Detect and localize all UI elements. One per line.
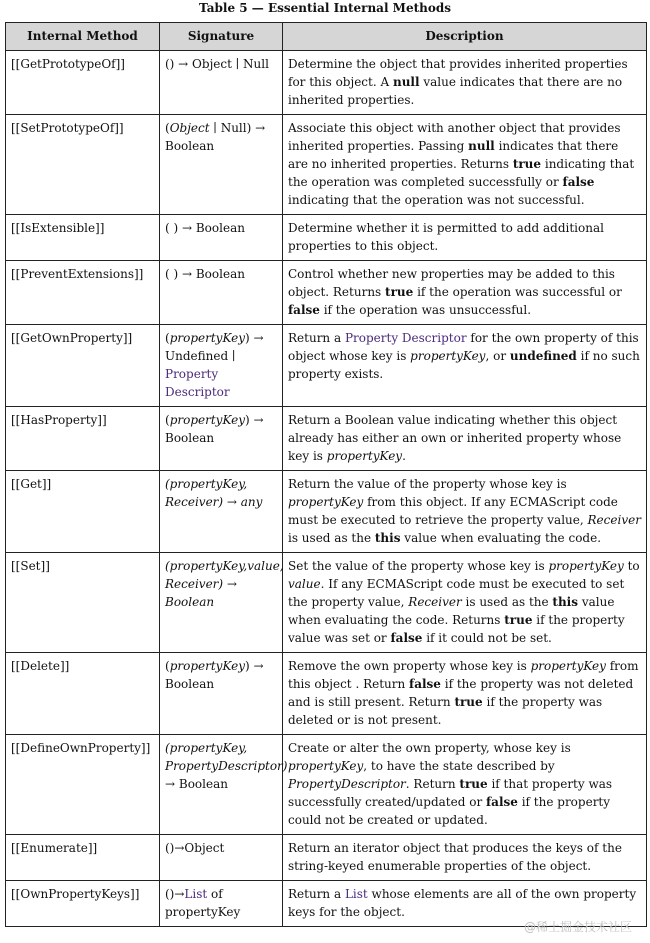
table-caption: Table 5 — Essential Internal Methods — [198, 1, 452, 15]
description-cell — [283, 407, 647, 471]
bold-keyword: false — [562, 175, 595, 189]
signature-cell — [160, 653, 283, 735]
method-cell: [[Get]] — [6, 471, 160, 553]
description-cell — [283, 215, 647, 261]
text-run: . Return — [405, 777, 460, 791]
italic-term: Object — [169, 121, 210, 135]
signature-cell — [160, 261, 283, 325]
signature-cell — [160, 215, 283, 261]
italic-term: (propertyKey, PropertyDescriptor) — [165, 741, 288, 773]
bold-keyword: true — [454, 695, 483, 709]
italic-term: propertyKey — [169, 659, 245, 673]
method-cell: [[HasProperty]] — [6, 407, 160, 471]
text-run: → Boolean — [165, 777, 228, 791]
text-run: Determine the object that provides inherited properties for this object. A — [288, 57, 628, 89]
method-cell: [[Delete]] — [6, 653, 160, 735]
table-row — [6, 215, 647, 261]
table-row — [6, 471, 647, 553]
bold-keyword: undefined — [509, 349, 577, 363]
italic-term: propertyKey — [169, 413, 245, 427]
signature-cell — [160, 51, 283, 115]
italic-term: PropertyDescriptor — [288, 777, 406, 791]
text-run: for the own property of this object whose key is — [288, 331, 639, 363]
spec-link[interactable]: List — [344, 887, 368, 901]
text-run: indicates that there are no inherited properties. Returns — [288, 139, 619, 171]
description-cell — [283, 653, 647, 735]
italic-term: propertyKey — [288, 495, 364, 509]
text-run: ( ) → Boolean — [165, 221, 245, 235]
signature-cell — [160, 835, 283, 881]
text-run: ) → Undefined ∣ — [165, 331, 264, 363]
text-run: if the operation was successful or — [413, 285, 622, 299]
table-row — [6, 115, 647, 215]
text-run: Return a — [288, 331, 345, 345]
signature-cell — [160, 115, 283, 215]
text-run: , or — [485, 349, 510, 363]
text-run: value indicates that there are no inherited properties. — [288, 75, 623, 107]
text-run: if the operation was unsuccessful. — [319, 303, 532, 317]
bold-keyword: false — [390, 631, 423, 645]
italic-term: Receiver — [408, 595, 462, 609]
method-cell: [[GetPrototypeOf]] — [6, 51, 160, 115]
text-run: Return a — [288, 887, 345, 901]
text-run: is used as the — [288, 531, 375, 545]
description-cell — [283, 261, 647, 325]
text-run: if that property was successfully created/updated or — [288, 777, 613, 809]
text-run: Set the value of the property whose key is — [288, 559, 549, 573]
description-cell — [283, 325, 647, 407]
header-internal-method: Internal Method — [6, 23, 160, 51]
text-run: Control whether new properties may be added to this object. Returns — [288, 267, 615, 299]
text-run: , to have the state described by — [363, 759, 555, 773]
italic-term: value — [288, 577, 321, 591]
internal-methods-table — [5, 22, 647, 927]
spec-link[interactable]: Property Descriptor — [165, 367, 230, 399]
text-run: ( — [165, 331, 170, 345]
header-description: Description — [283, 23, 647, 51]
text-run: ) → Boolean — [165, 413, 264, 445]
italic-term: propertyKey — [169, 331, 245, 345]
signature-cell — [160, 553, 283, 653]
text-run: is used as the — [461, 595, 553, 609]
text-run: Return an iterator object that produces the keys of the string-keyed enumerable properties of the object. — [288, 841, 622, 873]
bold-keyword: false — [486, 795, 518, 809]
method-cell: [[Set]] — [6, 553, 160, 653]
text-run: if it could not be set. — [422, 631, 552, 645]
text-run: Return the value of the property whose key is — [288, 477, 567, 491]
method-cell: [[GetOwnProperty]] — [6, 325, 160, 407]
description-cell — [283, 553, 647, 653]
method-cell: [[SetPrototypeOf]] — [6, 115, 160, 215]
table-row — [6, 325, 647, 407]
method-cell: [[OwnPropertyKeys]] — [6, 881, 160, 927]
table-header-row — [6, 23, 647, 51]
italic-term: propertyKey — [410, 349, 486, 363]
table-row — [6, 735, 647, 835]
signature-cell — [160, 735, 288, 835]
table-row — [6, 407, 647, 471]
signature-cell — [160, 325, 283, 407]
signature-cell — [160, 471, 283, 553]
italic-term: (propertyKey, Receiver) → any — [165, 477, 263, 509]
method-cell: [[PreventExtensions]] — [6, 261, 160, 325]
table-row — [6, 653, 647, 735]
bold-keyword: this — [552, 595, 578, 609]
text-run: Create or alter the own property, whose key is — [288, 741, 571, 755]
watermark: @稀土掘金技术社区 — [523, 920, 632, 934]
bold-keyword: null — [468, 139, 495, 153]
description-cell — [283, 835, 647, 881]
text-run: from this object . Return — [288, 659, 639, 691]
table-row — [6, 553, 647, 653]
text-run: ()→ — [165, 887, 185, 901]
text-run: ()→Object — [165, 841, 225, 855]
text-run: ( — [165, 121, 170, 135]
spec-link[interactable]: List — [184, 887, 208, 901]
italic-term: propertyKey — [326, 449, 403, 463]
table-row — [6, 835, 647, 881]
method-cell: [[DefineOwnProperty]] — [6, 735, 160, 835]
text-run: Remove the own property whose key is — [288, 659, 531, 673]
signature-cell — [160, 407, 283, 471]
method-cell: [[IsExtensible]] — [6, 215, 160, 261]
bold-keyword: null — [392, 75, 420, 89]
text-run: ( — [165, 659, 170, 673]
description-cell — [283, 735, 647, 835]
text-run: from this object. If any ECMAScript code must be executed to retrieve the property value, — [288, 495, 618, 527]
text-run: value when evaluating the code. — [400, 531, 602, 545]
text-run: ( — [165, 413, 170, 427]
text-run: ( ) → Boolean — [165, 267, 245, 281]
text-run: if the property could not be created or updated. — [288, 795, 611, 827]
bold-keyword: true — [512, 157, 542, 171]
text-run: indicating that the operation was not successful. — [288, 193, 585, 207]
text-run: of propertyKey — [165, 887, 241, 919]
text-run: . — [402, 449, 406, 463]
table-body — [6, 51, 647, 927]
table-row — [6, 261, 647, 325]
text-run: if no such property exists. — [288, 349, 640, 381]
text-run: Associate this object with another object that provides inherited properties. Passing — [288, 121, 621, 153]
text-run: to — [623, 559, 640, 573]
bold-keyword: false — [288, 303, 320, 317]
text-run: Determine whether it is permitted to add additional properties to this object. — [288, 221, 604, 253]
text-run: Return a Boolean value indicating whether this object already has either an own or inherited property whose key is — [288, 413, 622, 463]
text-run: indicating that the operation was completed successfully or — [288, 157, 635, 189]
bold-keyword: true — [385, 285, 414, 299]
text-run: if the property was deleted or is not present. — [288, 695, 603, 727]
table-row — [6, 51, 647, 115]
spec-link[interactable]: Property Descriptor — [344, 331, 467, 345]
text-run: if the property was not deleted and is still present. Return — [288, 677, 634, 709]
text-run: whose elements are all of the own property keys for the object. — [288, 887, 637, 919]
description-cell — [283, 115, 647, 215]
text-run: if the property value was set or — [288, 613, 625, 645]
description-cell — [283, 471, 647, 553]
bold-keyword: false — [409, 677, 441, 691]
text-run: ) → Boolean — [165, 659, 264, 691]
signature-cell — [160, 881, 283, 927]
method-cell: [[Enumerate]] — [6, 835, 160, 881]
italic-term: (propertyKey,value, Receiver) → Boolean — [165, 559, 284, 609]
text-run: () → Object ∣ Null — [165, 57, 269, 71]
italic-term: Receiver — [587, 513, 641, 527]
text-run: ∣ Null) → Boolean — [165, 121, 266, 153]
italic-term: propertyKey — [288, 759, 364, 773]
italic-term: propertyKey — [548, 559, 624, 573]
bold-keyword: true — [504, 613, 533, 627]
description-cell — [283, 51, 647, 115]
bold-keyword: true — [459, 777, 488, 791]
text-run: value when evaluating the code. Returns — [288, 595, 615, 627]
bold-keyword: this — [374, 531, 401, 545]
italic-term: propertyKey — [530, 659, 606, 673]
text-run: . If any ECMAScript code must be executed to set the property value, — [288, 577, 625, 609]
header-signature: Signature — [160, 23, 283, 51]
